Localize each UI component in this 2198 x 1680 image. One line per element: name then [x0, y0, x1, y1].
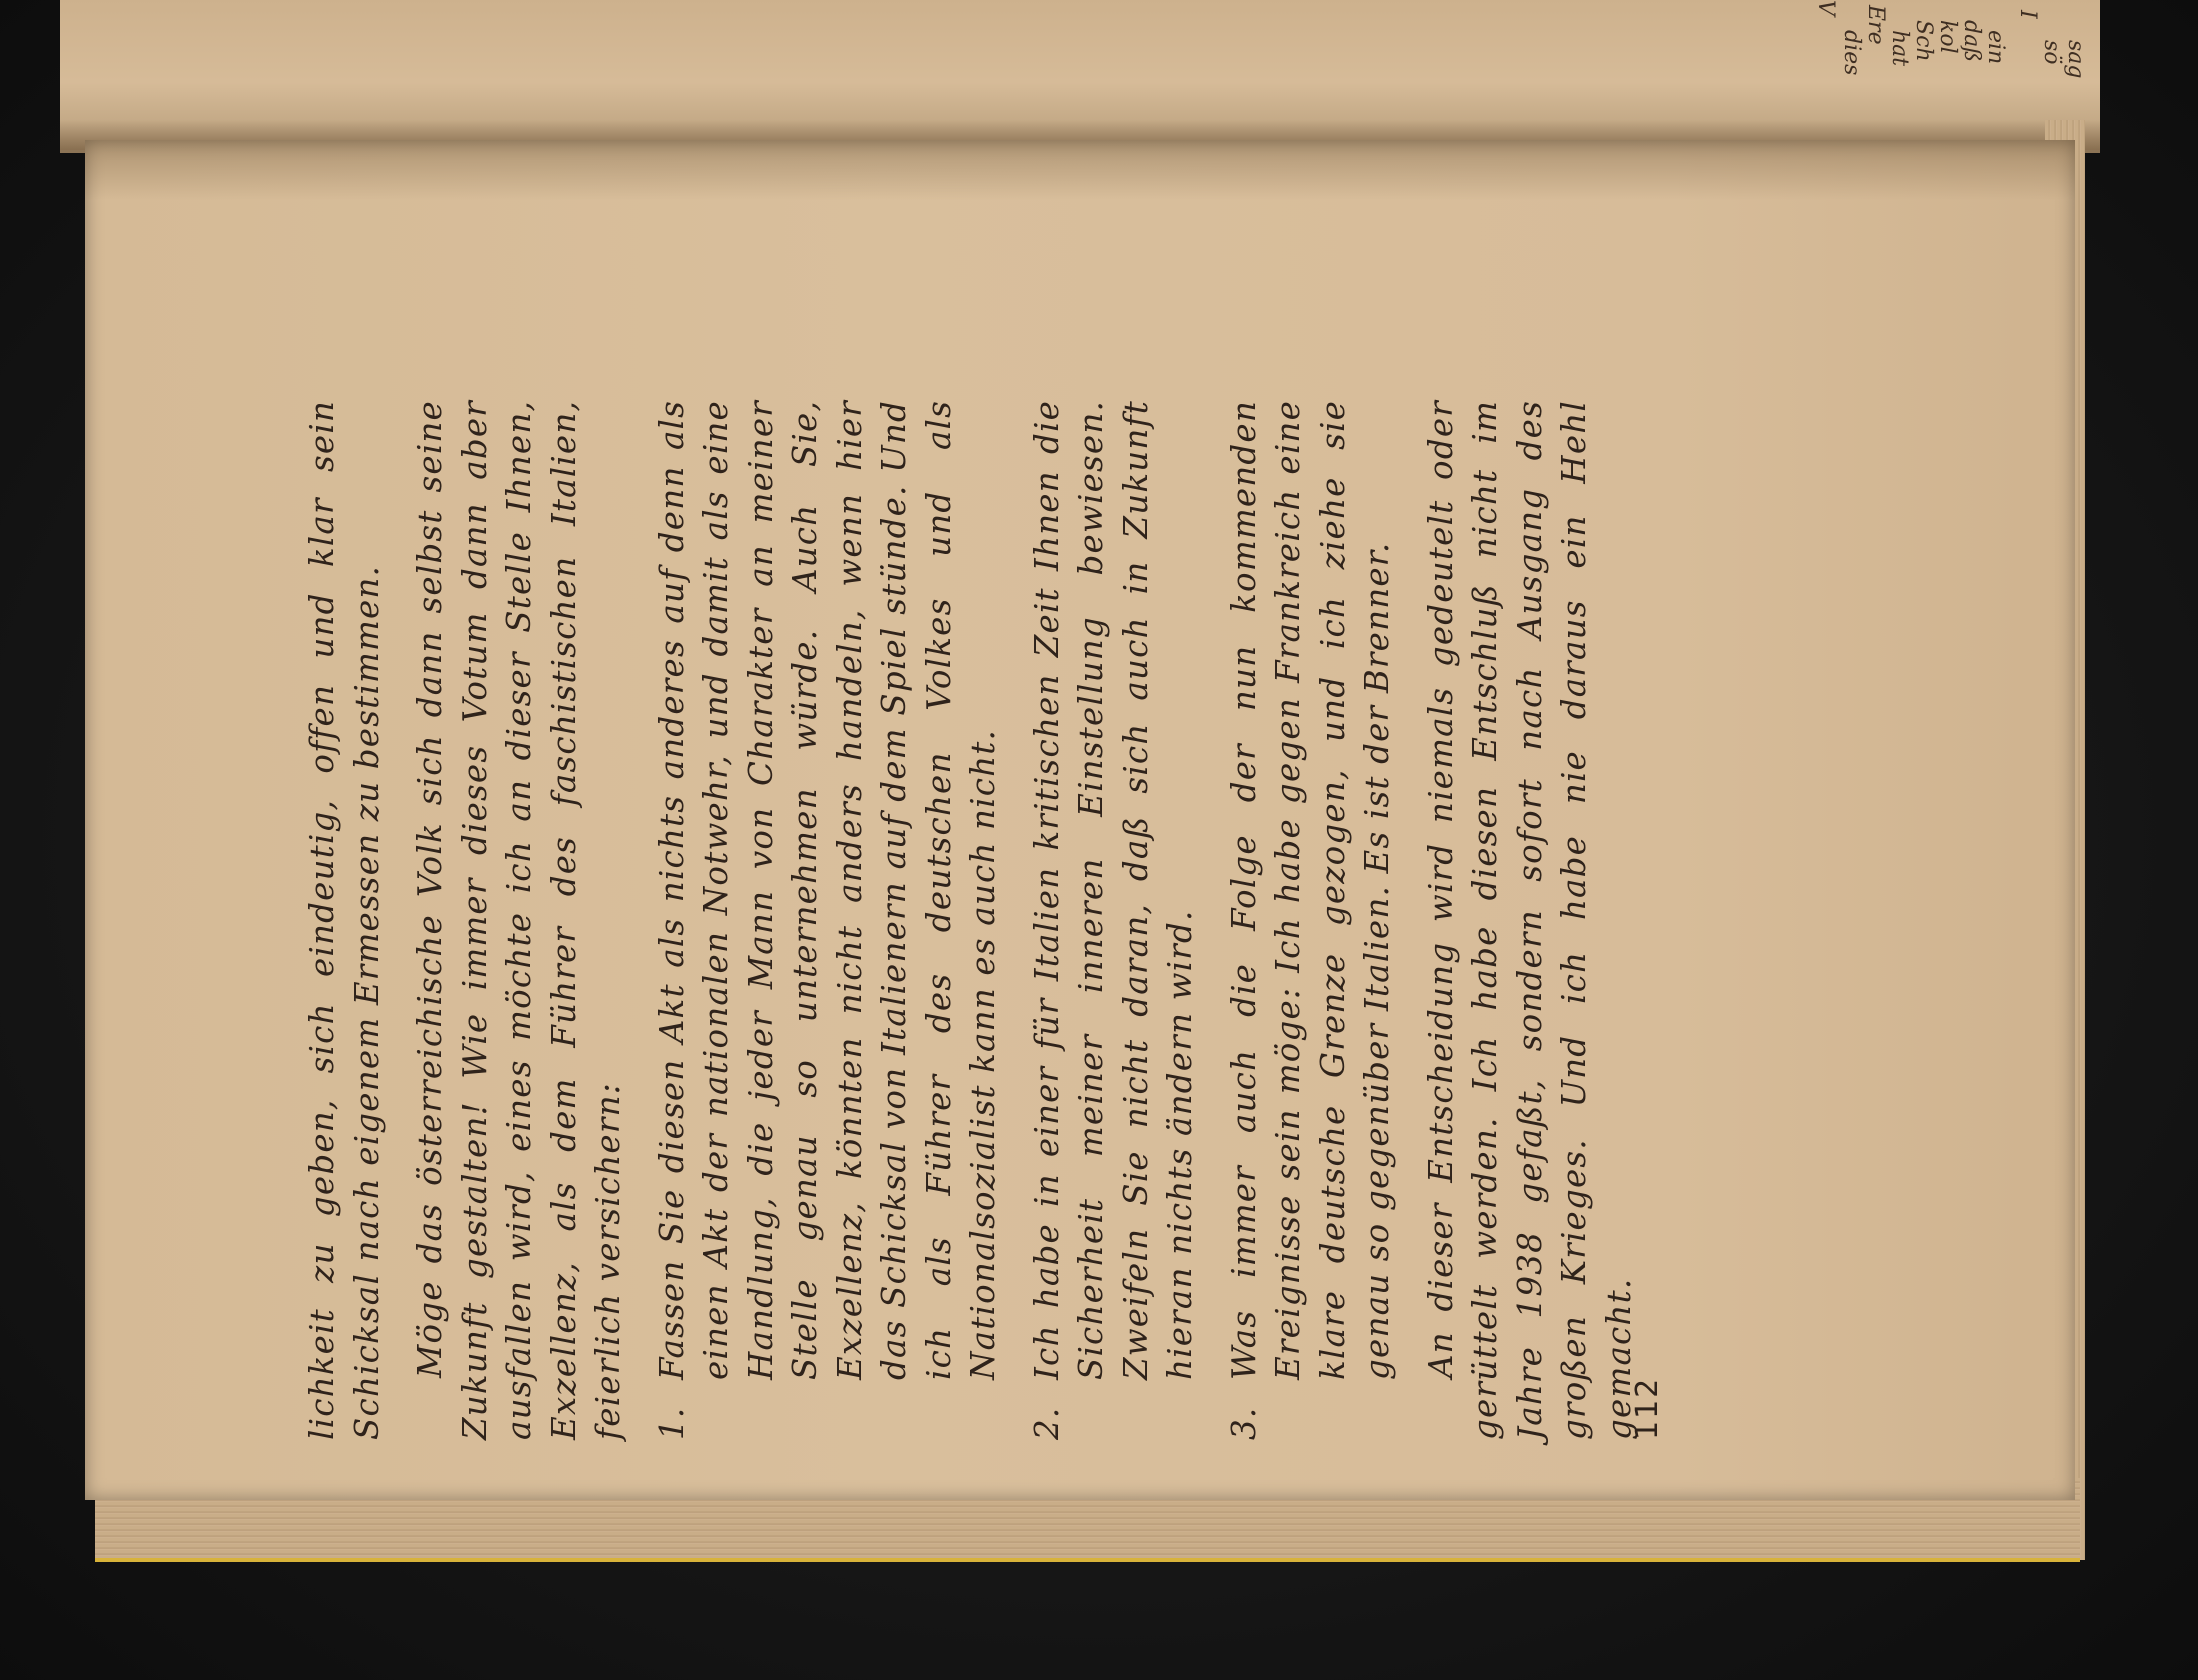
page-content — [300, 240, 2000, 1440]
closing-paragraph: An dieser Entscheidung wird niemals gedeutelt oder gerüttelt werden. Ich habe diesen Entschluß nicht im Jahre 1938 gefaßt, sondern sofort nach Ausgang des großen Krieges. Und ich habe nie daraus ein Hehl gemacht. — [1421, 400, 1638, 1440]
facing-fragment: ein — [1983, 30, 2008, 65]
facing-page — [60, 0, 2100, 153]
list-item — [1222, 400, 1400, 1440]
facing-fragment: hat — [1887, 30, 1912, 67]
list-item-text: Was immer auch die Folge der nun kommenden Ereignisse sein möge: Ich habe gegen Frankreich eine klare deutsche Grenze gezogen, und ich ziehe sie genau so gegenüber Italien. Es ist der Brenner. — [1224, 400, 1396, 1380]
list-item-text: Ich habe in einer für Italien kritischen Zeit Ihnen die Sicherheit meiner inneren Einstellung bewiesen. Zweifeln Sie nicht daran, daß sich auch in Zukunft hieran nichts ändern wird. — [1027, 400, 1199, 1380]
facing-fragment: dies — [1839, 30, 1864, 76]
facing-fragment: daß — [1959, 20, 1984, 62]
facing-fragment: sag — [2063, 40, 2088, 79]
book-page — [85, 140, 2075, 1500]
facing-fragment: sö — [2039, 40, 2064, 65]
list-item-number: 2. — [1027, 1406, 1066, 1440]
list-item-number: 3. — [1224, 1406, 1263, 1440]
facing-fragment: Ere — [1863, 5, 1888, 45]
list-item-number: 1. — [652, 1406, 691, 1440]
list-item — [1025, 400, 1203, 1440]
list-item — [650, 400, 1006, 1440]
page-text — [300, 400, 1660, 1440]
paragraph-continuation: lichkeit zu geben, sich eindeutig, offen und klar sein Schicksal nach eigenem Ermessen zu bestimmen. — [303, 400, 386, 1440]
facing-fragment: kol — [1935, 20, 1960, 54]
facing-fragment: Sch — [1911, 20, 1936, 62]
facing-fragment: V — [1813, 0, 1838, 16]
paragraph: Möge das österreichische Volk sich dann selbst seine Zukunft gestalten! Wie immer dieses Votum dann aber ausfallen wird, eines möchte ich an dieser Stelle Ihnen, Exzellenz, als dem Führer des faschistischen Italien, feierlich versichern: — [411, 400, 627, 1440]
list-item-text: Fassen Sie diesen Akt als nichts anderes auf denn als einen Akt der nationalen Notwehr, und damit als eine Handlung, die jeder Mann von Charakter an meiner Stelle genau so unternehmen würde. Auch Sie, Exzellenz, könnten nicht anders handeln, wenn hier das Schicksal von Italienern auf dem Spiel stünde. Und ich als Führer des deutschen Volkes und als Nationalsozialist kann es auch nicht. — [652, 400, 1002, 1380]
facing-fragment: I — [2015, 10, 2040, 19]
page-number: 112 — [1630, 1376, 1665, 1440]
